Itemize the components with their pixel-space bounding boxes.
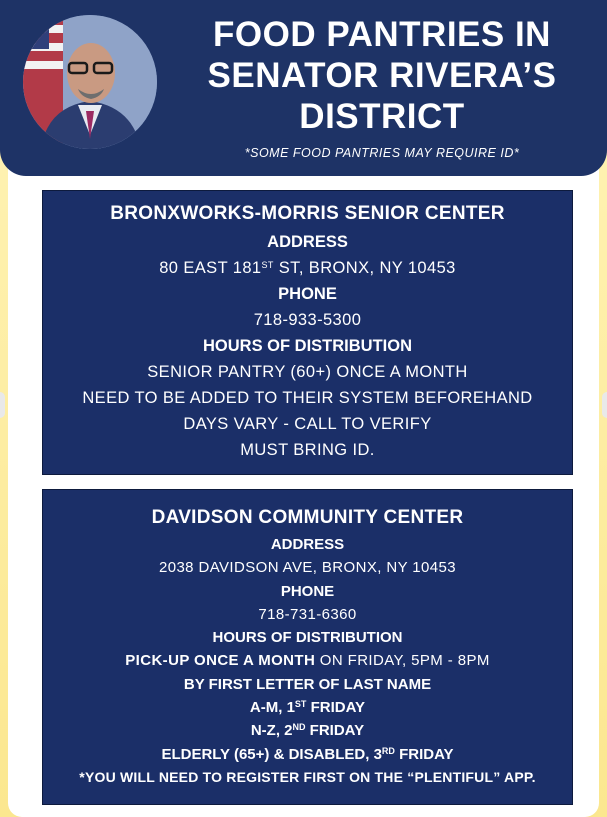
pantry-card-bronxworks [42, 190, 573, 475]
hours-label: HOURS OF DISTRIBUTION [203, 337, 412, 355]
senator-portrait [23, 15, 157, 149]
pantry-name: BRONXWORKS-MORRIS SENIOR CENTER [110, 203, 505, 224]
address-label: ADDRESS [270, 536, 345, 553]
senator-portrait-image [23, 15, 157, 149]
phone-label: PHONE [280, 582, 335, 600]
hours-label: HOURS OF DISTRIBUTION [212, 629, 403, 647]
header-banner [0, 0, 607, 176]
right-scroll-handle[interactable] [602, 392, 607, 418]
hours-line: SENIOR PANTRY (60+) ONCE A MONTH [147, 363, 468, 381]
pickup-schedule: PICK-UP ONCE A MONTH ON FRIDAY, 5PM - 8PM [125, 652, 490, 670]
address-label: ADDRESS [267, 233, 348, 251]
page-title: FOOD PANTRIES IN SENATOR RIVERA’S DISTRICT [207, 15, 557, 136]
register-note: *YOU WILL NEED TO REGISTER FIRST ON THE “PLENTIFUL” APP. [79, 768, 536, 785]
pantry-card-davidson [42, 489, 573, 805]
pantry-name: DAVIDSON COMMUNITY CENTER [151, 507, 464, 528]
hours-line: NEED TO BE ADDED TO THEIR SYSTEM BEFOREHAND [82, 389, 533, 407]
elderly-schedule: ELDERLY (65+) & DISABLED, 3RD FRIDAY [161, 745, 454, 763]
id-requirement-note: *SOME FOOD PANTRIES MAY REQUIRE ID* [244, 146, 520, 160]
left-scroll-handle[interactable] [0, 392, 5, 418]
am-schedule: A-M, 1ST FRIDAY [249, 699, 366, 717]
hours-line: MUST BRING ID. [240, 441, 375, 459]
phone-label: PHONE [278, 285, 337, 303]
by-letter-note: BY FIRST LETTER OF LAST NAME [183, 675, 432, 693]
address-value: 80 EAST 181ST ST, BRONX, NY 10453 [159, 259, 456, 277]
phone-value[interactable]: 718-731-6360 [258, 605, 357, 623]
hours-line: DAYS VARY - CALL TO VERIFY [183, 415, 432, 433]
phone-value[interactable]: 718-933-5300 [253, 311, 362, 329]
address-value: 2038 DAVIDSON AVE, BRONX, NY 10453 [158, 559, 457, 577]
nz-schedule: N-Z, 2ND FRIDAY [250, 722, 365, 740]
